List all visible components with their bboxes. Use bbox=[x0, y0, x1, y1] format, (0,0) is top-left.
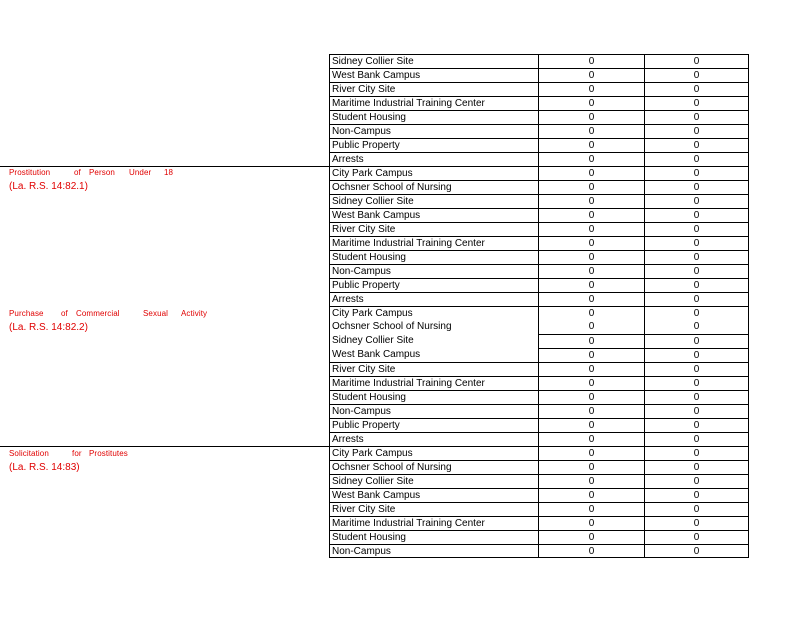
count-cell-2: 0 bbox=[644, 306, 749, 320]
location-cell: City Park Campus bbox=[329, 446, 538, 460]
count-cell-1: 0 bbox=[538, 96, 644, 110]
title-word: Purchase bbox=[9, 309, 44, 318]
location-cell: West Bank Campus bbox=[329, 348, 538, 362]
location-cell: Student Housing bbox=[329, 250, 538, 264]
count-cell-1: 0 bbox=[538, 236, 644, 250]
count-cell-2: 0 bbox=[644, 390, 749, 404]
location-cell: Non-Campus bbox=[329, 404, 538, 418]
count-cell-1: 0 bbox=[538, 82, 644, 96]
table-row bbox=[329, 68, 749, 82]
count-cell-1: 0 bbox=[538, 110, 644, 124]
table-row bbox=[329, 404, 749, 418]
location-cell: Arrests bbox=[329, 292, 538, 306]
location-cell: Maritime Industrial Training Center bbox=[329, 376, 538, 390]
table-row bbox=[329, 348, 749, 362]
table-row bbox=[329, 278, 749, 292]
location-cell: Non-Campus bbox=[329, 544, 538, 558]
count-cell-1: 0 bbox=[538, 166, 644, 180]
title-word: Under bbox=[129, 168, 152, 177]
count-cell-1: 0 bbox=[538, 418, 644, 432]
title-word: Commercial bbox=[76, 309, 120, 318]
count-cell-2: 0 bbox=[644, 124, 749, 138]
table-row bbox=[329, 82, 749, 96]
location-cell: Student Housing bbox=[329, 110, 538, 124]
count-cell-2: 0 bbox=[644, 320, 749, 334]
title-word: of bbox=[74, 168, 81, 177]
table-row bbox=[329, 236, 749, 250]
count-cell-1: 0 bbox=[538, 488, 644, 502]
count-cell-1: 0 bbox=[538, 124, 644, 138]
title-word: of bbox=[61, 309, 68, 318]
table-row bbox=[329, 502, 749, 516]
count-cell-1: 0 bbox=[538, 544, 644, 558]
table-row bbox=[329, 152, 749, 166]
location-cell: Maritime Industrial Training Center bbox=[329, 516, 538, 530]
table-row bbox=[329, 544, 749, 558]
count-cell-1: 0 bbox=[538, 446, 644, 460]
count-cell-2: 0 bbox=[644, 502, 749, 516]
count-cell-2: 0 bbox=[644, 194, 749, 208]
title-word: 18 bbox=[164, 168, 174, 177]
count-cell-2: 0 bbox=[644, 208, 749, 222]
count-cell-2: 0 bbox=[644, 376, 749, 390]
location-cell: Non-Campus bbox=[329, 124, 538, 138]
table-row bbox=[329, 292, 749, 306]
table-row bbox=[329, 166, 749, 180]
location-cell: Non-Campus bbox=[329, 264, 538, 278]
count-cell-2: 0 bbox=[644, 236, 749, 250]
table-row bbox=[329, 446, 749, 460]
count-cell-1: 0 bbox=[538, 516, 644, 530]
count-cell-1: 0 bbox=[538, 320, 644, 334]
title-word: Prostitutes bbox=[89, 449, 128, 458]
location-cell: Sidney Collier Site bbox=[329, 194, 538, 208]
count-cell-2: 0 bbox=[644, 404, 749, 418]
table-row bbox=[329, 390, 749, 404]
location-cell: Maritime Industrial Training Center bbox=[329, 236, 538, 250]
count-cell-1: 0 bbox=[538, 460, 644, 474]
title-word: Solicitation bbox=[9, 449, 49, 458]
location-cell: City Park Campus bbox=[329, 306, 538, 320]
count-cell-1: 0 bbox=[538, 474, 644, 488]
location-cell: Ochsner School of Nursing bbox=[329, 320, 538, 334]
location-cell: Maritime Industrial Training Center bbox=[329, 96, 538, 110]
count-cell-1: 0 bbox=[538, 208, 644, 222]
count-cell-2: 0 bbox=[644, 544, 749, 558]
table-row bbox=[329, 320, 749, 334]
title-word: Prostitution bbox=[9, 168, 51, 177]
location-cell: Public Property bbox=[329, 418, 538, 432]
location-cell: River City Site bbox=[329, 502, 538, 516]
table-row bbox=[329, 474, 749, 488]
location-cell: River City Site bbox=[329, 222, 538, 236]
table-row bbox=[329, 222, 749, 236]
table-row bbox=[329, 516, 749, 530]
count-cell-2: 0 bbox=[644, 278, 749, 292]
count-cell-1: 0 bbox=[538, 152, 644, 166]
count-cell-1: 0 bbox=[538, 194, 644, 208]
count-cell-2: 0 bbox=[644, 446, 749, 460]
table-row bbox=[329, 432, 749, 446]
count-cell-1: 0 bbox=[538, 180, 644, 194]
location-cell: Ochsner School of Nursing bbox=[329, 460, 538, 474]
count-cell-2: 0 bbox=[644, 152, 749, 166]
count-cell-2: 0 bbox=[644, 488, 749, 502]
table-row bbox=[329, 96, 749, 110]
table-row bbox=[329, 376, 749, 390]
count-cell-1: 0 bbox=[538, 432, 644, 446]
count-cell-1: 0 bbox=[538, 250, 644, 264]
count-cell-2: 0 bbox=[644, 264, 749, 278]
count-cell-2: 0 bbox=[644, 138, 749, 152]
count-cell-2: 0 bbox=[644, 334, 749, 348]
count-cell-2: 0 bbox=[644, 54, 749, 68]
location-cell: River City Site bbox=[329, 82, 538, 96]
count-cell-1: 0 bbox=[538, 222, 644, 236]
location-cell: City Park Campus bbox=[329, 166, 538, 180]
table-row bbox=[329, 264, 749, 278]
location-cell: Ochsner School of Nursing bbox=[329, 180, 538, 194]
offense-citation: (La. R.S. 14:83) bbox=[9, 462, 80, 473]
count-cell-2: 0 bbox=[644, 222, 749, 236]
count-cell-2: 0 bbox=[644, 82, 749, 96]
count-cell-1: 0 bbox=[538, 54, 644, 68]
location-cell: West Bank Campus bbox=[329, 208, 538, 222]
count-cell-2: 0 bbox=[644, 180, 749, 194]
count-cell-2: 0 bbox=[644, 432, 749, 446]
count-cell-1: 0 bbox=[538, 348, 644, 362]
table-row bbox=[329, 334, 749, 348]
location-cell: Student Housing bbox=[329, 390, 538, 404]
table-row bbox=[329, 362, 749, 376]
count-cell-2: 0 bbox=[644, 474, 749, 488]
table-row bbox=[329, 418, 749, 432]
count-cell-1: 0 bbox=[538, 390, 644, 404]
count-cell-1: 0 bbox=[538, 404, 644, 418]
count-cell-2: 0 bbox=[644, 96, 749, 110]
location-cell: Student Housing bbox=[329, 530, 538, 544]
count-cell-2: 0 bbox=[644, 418, 749, 432]
count-cell-2: 0 bbox=[644, 110, 749, 124]
count-cell-1: 0 bbox=[538, 138, 644, 152]
count-cell-1: 0 bbox=[538, 264, 644, 278]
offense-citation: (La. R.S. 14:82.2) bbox=[9, 322, 88, 333]
location-cell: West Bank Campus bbox=[329, 68, 538, 82]
count-cell-1: 0 bbox=[538, 278, 644, 292]
count-cell-2: 0 bbox=[644, 530, 749, 544]
count-cell-1: 0 bbox=[538, 376, 644, 390]
title-word: Activity bbox=[181, 309, 208, 318]
count-cell-2: 0 bbox=[644, 348, 749, 362]
table-row bbox=[329, 208, 749, 222]
table-row bbox=[329, 54, 749, 68]
location-cell: Arrests bbox=[329, 152, 538, 166]
count-cell-2: 0 bbox=[644, 68, 749, 82]
location-cell: Sidney Collier Site bbox=[329, 334, 538, 348]
count-cell-1: 0 bbox=[538, 502, 644, 516]
table-row bbox=[329, 194, 749, 208]
location-cell: West Bank Campus bbox=[329, 488, 538, 502]
count-cell-1: 0 bbox=[538, 292, 644, 306]
title-word: Sexual bbox=[143, 309, 169, 318]
table-row bbox=[329, 124, 749, 138]
count-cell-1: 0 bbox=[538, 334, 644, 348]
table-row bbox=[329, 250, 749, 264]
count-cell-2: 0 bbox=[644, 362, 749, 376]
count-cell-1: 0 bbox=[538, 362, 644, 376]
location-cell: Sidney Collier Site bbox=[329, 474, 538, 488]
table-row bbox=[329, 306, 749, 320]
count-cell-2: 0 bbox=[644, 292, 749, 306]
count-cell-1: 0 bbox=[538, 68, 644, 82]
count-cell-2: 0 bbox=[644, 516, 749, 530]
count-cell-1: 0 bbox=[538, 306, 644, 320]
table-row bbox=[329, 488, 749, 502]
location-cell: Arrests bbox=[329, 432, 538, 446]
table-row bbox=[329, 460, 749, 474]
title-word: for bbox=[72, 449, 82, 458]
count-cell-2: 0 bbox=[644, 460, 749, 474]
count-cell-2: 0 bbox=[644, 250, 749, 264]
count-cell-1: 0 bbox=[538, 530, 644, 544]
location-cell: Sidney Collier Site bbox=[329, 54, 538, 68]
offense-citation: (La. R.S. 14:82.1) bbox=[9, 181, 88, 192]
location-cell: Public Property bbox=[329, 278, 538, 292]
table-row bbox=[329, 110, 749, 124]
table-row bbox=[329, 138, 749, 152]
table-row bbox=[329, 180, 749, 194]
location-cell: Public Property bbox=[329, 138, 538, 152]
location-cell: River City Site bbox=[329, 362, 538, 376]
title-word: Person bbox=[89, 168, 115, 177]
table-row bbox=[329, 530, 749, 544]
count-cell-2: 0 bbox=[644, 166, 749, 180]
